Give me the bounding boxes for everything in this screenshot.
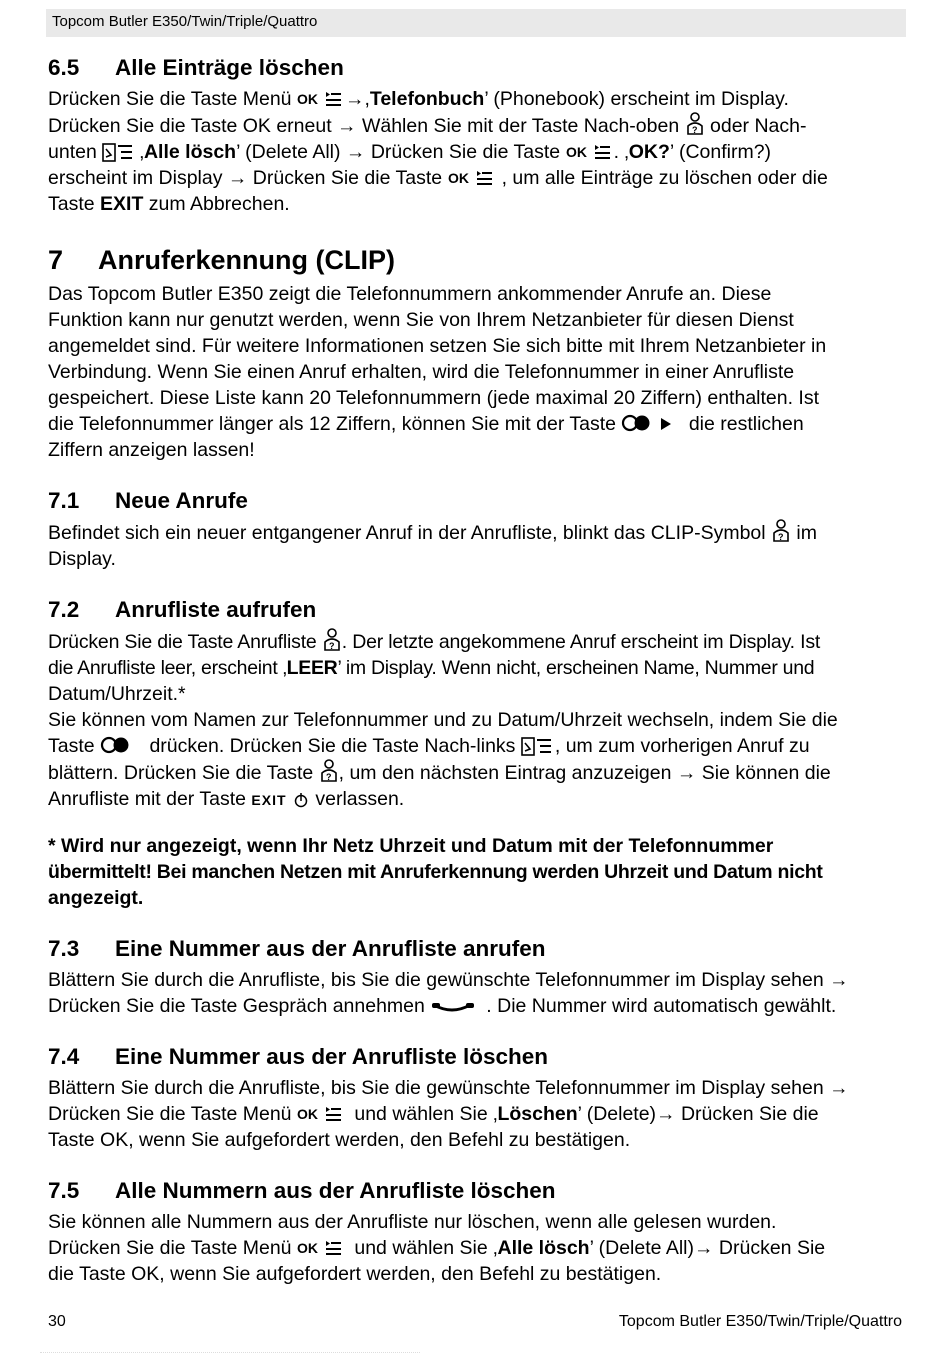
page-content	[48, 54, 908, 1287]
text: im	[791, 522, 818, 544]
paragraph-line	[48, 1235, 908, 1261]
paragraph-line: Ziffern anzeigen lassen!	[48, 439, 255, 461]
text: zum Abbrechen.	[143, 193, 290, 215]
callerlist-person-icon	[319, 759, 339, 783]
paragraph-line	[48, 519, 908, 546]
ok-menu-icon	[566, 142, 614, 162]
text: . Der letzte angekommene Anruf erscheint im Display. Ist	[341, 631, 821, 653]
section-6-5-heading	[48, 54, 908, 82]
text: ’ (Delete All)→ Drücken Sie	[589, 1237, 826, 1259]
text: Drücken Sie die Taste Menü	[48, 1237, 297, 1259]
section-7-2-heading	[48, 596, 908, 624]
paragraph-line: Blättern Sie durch die Anrufliste, bis Sie die gewünschte Telefonnummer im Display sehen →	[48, 969, 849, 991]
text: die Anrufliste leer, erscheint ‚	[48, 657, 287, 679]
paragraph-line: gespeichert. Diese Liste kann 20 Telefonnummern (jede maximal 20 Ziffern) enthalten. Ist	[48, 387, 820, 409]
text: ’ (Confirm?)	[669, 141, 772, 163]
section-title: Anrufliste aufrufen	[115, 597, 317, 622]
footnote-line: angezeigt.	[48, 887, 144, 909]
paragraph-line: Sie können vom Namen zur Telefonnummer und zu Datum/Uhrzeit wechseln, indem Sie die	[48, 709, 838, 731]
menu-term: Alle lösch	[497, 1237, 590, 1259]
text: oder Nach-	[704, 115, 807, 137]
section-number: 6.5	[48, 55, 80, 80]
paragraph-line	[48, 655, 908, 681]
text: . ‚	[613, 141, 629, 163]
text: blättern. Drücken Sie die Taste	[48, 762, 319, 784]
section-title: Anruferkennung (CLIP)	[98, 245, 395, 275]
footnote-line: übermittelt! Bei manchen Netzen mit Anruferkennung werden Uhrzeit und Datum nicht	[48, 861, 823, 883]
page-number: 30	[48, 1313, 66, 1330]
paragraph-line: Funktion kann nur genutzt werden, wenn Sie von Ihrem Netzanbieter für diesen Dienst	[48, 309, 794, 331]
section-7-5-heading	[48, 1177, 908, 1205]
display-text: LEER	[286, 657, 338, 679]
paragraph-line	[48, 112, 908, 139]
section-7-4-heading	[48, 1043, 908, 1071]
running-footer: Topcom Butler E350/Twin/Triple/Quattro	[618, 1313, 902, 1330]
text: . Die Nummer wird automatisch gewählt.	[486, 995, 837, 1017]
paragraph-line	[48, 86, 908, 112]
text: ’ (Delete All) → Drücken Sie die Taste	[236, 141, 566, 163]
paragraph-line	[48, 759, 908, 786]
text: Drücken Sie die Taste OK erneut → Wählen Sie mit der Taste Nach-oben	[48, 115, 685, 137]
section-number: 7.4	[48, 1044, 80, 1069]
paragraph-line	[48, 411, 908, 437]
text: ’ im Display. Wenn nicht, erscheinen Name, Nummer und	[337, 657, 815, 679]
menu-term: Löschen	[497, 1103, 578, 1125]
section-title: Alle Nummern aus der Anrufliste löschen	[115, 1178, 556, 1203]
callerlist-person-icon	[685, 112, 705, 136]
text: ’ (Phonebook) erscheint im Display.	[484, 88, 789, 110]
text: unten	[48, 141, 103, 163]
paragraph-line	[48, 139, 908, 165]
text: Drücken Sie die Taste Menü	[48, 88, 297, 110]
section-title: Neue Anrufe	[115, 488, 248, 513]
section-title: Eine Nummer aus der Anrufliste löschen	[115, 1044, 549, 1069]
text: ’ (Delete)→ Drücken Sie die	[577, 1103, 819, 1125]
footnote-line: * Wird nur angezeigt, wenn Ihr Netz Uhrzeit und Datum mit der Telefonnummer	[48, 835, 774, 857]
paragraph-line	[48, 165, 908, 191]
section-7-3-heading	[48, 935, 908, 963]
phonebook-list-icon	[102, 142, 134, 162]
paragraph-line	[48, 786, 908, 813]
paragraph-line	[48, 628, 908, 655]
paragraph-line: Taste OK, wenn Sie aufgefordert werden, den Befehl zu bestätigen.	[48, 1129, 631, 1151]
section-title: Alle Einträge löschen	[115, 55, 344, 80]
toggle-key-icon	[621, 414, 653, 434]
paragraph-line: Blättern Sie durch die Anrufliste, bis Sie die gewünschte Telefonnummer im Display sehen →	[48, 1077, 849, 1099]
menu-term: Alle lösch	[143, 141, 237, 163]
section-7-heading	[48, 243, 908, 277]
text: Drücken Sie die Taste Anrufliste	[48, 631, 322, 653]
exit-key-label: EXIT	[251, 792, 287, 808]
paragraph-line	[48, 993, 908, 1019]
paragraph-line	[48, 733, 908, 759]
clip-symbol-icon	[771, 519, 791, 543]
text: , um den nächsten Eintrag anzuzeigen → Sie können die	[338, 762, 831, 784]
running-header: Topcom Butler E350/Twin/Triple/Quattro	[46, 9, 906, 37]
paragraph-line: die Taste OK, wenn Sie aufgefordert werden, den Befehl zu bestätigen.	[48, 1263, 662, 1285]
ok-menu-icon	[448, 168, 502, 188]
key-name: EXIT	[100, 193, 144, 215]
menu-term: Telefonbuch	[369, 88, 485, 110]
text: Befindet sich ein neuer entgangener Anruf in der Anrufliste, blinkt das CLIP-Symbol	[48, 522, 772, 544]
menu-term: OK?	[628, 141, 670, 163]
right-arrow-key-icon	[653, 414, 683, 434]
paragraph-line: Display.	[48, 548, 116, 570]
handset-icon	[430, 998, 486, 1016]
section-title: Eine Nummer aus der Anrufliste anrufen	[115, 936, 546, 961]
text: und wählen Sie ‚	[348, 1237, 498, 1259]
paragraph-line: Das Topcom Butler E350 zeigt die Telefonnummern ankommender Anrufe an. Diese	[48, 283, 772, 305]
power-icon	[292, 791, 310, 809]
paragraph-line: Datum/Uhrzeit.*	[48, 683, 186, 705]
ok-menu-icon	[297, 89, 345, 109]
text: , um alle Einträge zu löschen oder die	[501, 167, 828, 189]
text: Taste	[48, 735, 101, 757]
paragraph-line: Verbindung. Wenn Sie einen Anruf erhalten, wird die Telefonnummer in einer Anrufliste	[48, 361, 795, 383]
text: die restlichen	[683, 413, 804, 435]
paragraph-line	[48, 1101, 908, 1127]
text: verlassen.	[309, 788, 405, 810]
text: Drücken Sie die Taste Gespräch annehmen	[48, 995, 431, 1017]
text: drücken. Drücken Sie die Taste Nach-links	[144, 735, 521, 757]
text: Anrufliste mit der Taste	[48, 788, 252, 810]
bleed-through-artifact	[40, 1352, 420, 1357]
callerlist-person-icon	[322, 628, 342, 652]
text: , um zum vorherigen Anruf zu	[554, 735, 810, 757]
section-number: 7.2	[48, 597, 80, 622]
text: die Telefonnummer länger als 12 Ziffern, können Sie mit der Taste	[48, 413, 622, 435]
paragraph-line: angemeldet sind. Für weitere Informationen setzen Sie sich bitte mit Ihrem Netzanbieter in	[48, 335, 827, 357]
text: Taste	[48, 193, 101, 215]
text: ‚	[134, 141, 144, 163]
text: und wählen Sie ‚	[348, 1103, 498, 1125]
paragraph-line: Sie können alle Nummern aus der Anrufliste nur löschen, wenn alle gelesen wurden.	[48, 1211, 777, 1233]
text: →,	[344, 88, 370, 110]
text: Drücken Sie die Taste Menü	[48, 1103, 297, 1125]
paragraph-line	[48, 191, 908, 217]
section-number: 7.5	[48, 1178, 80, 1203]
section-7-1-heading	[48, 487, 908, 515]
ok-menu-icon	[297, 1238, 349, 1258]
text: erscheint im Display → Drücken Sie die Taste	[48, 167, 448, 189]
section-number: 7.3	[48, 936, 80, 961]
ok-menu-icon	[297, 1104, 349, 1124]
section-number: 7	[48, 245, 64, 275]
phonebook-list-icon	[521, 736, 555, 756]
section-number: 7.1	[48, 488, 80, 513]
toggle-key-icon	[100, 736, 144, 756]
